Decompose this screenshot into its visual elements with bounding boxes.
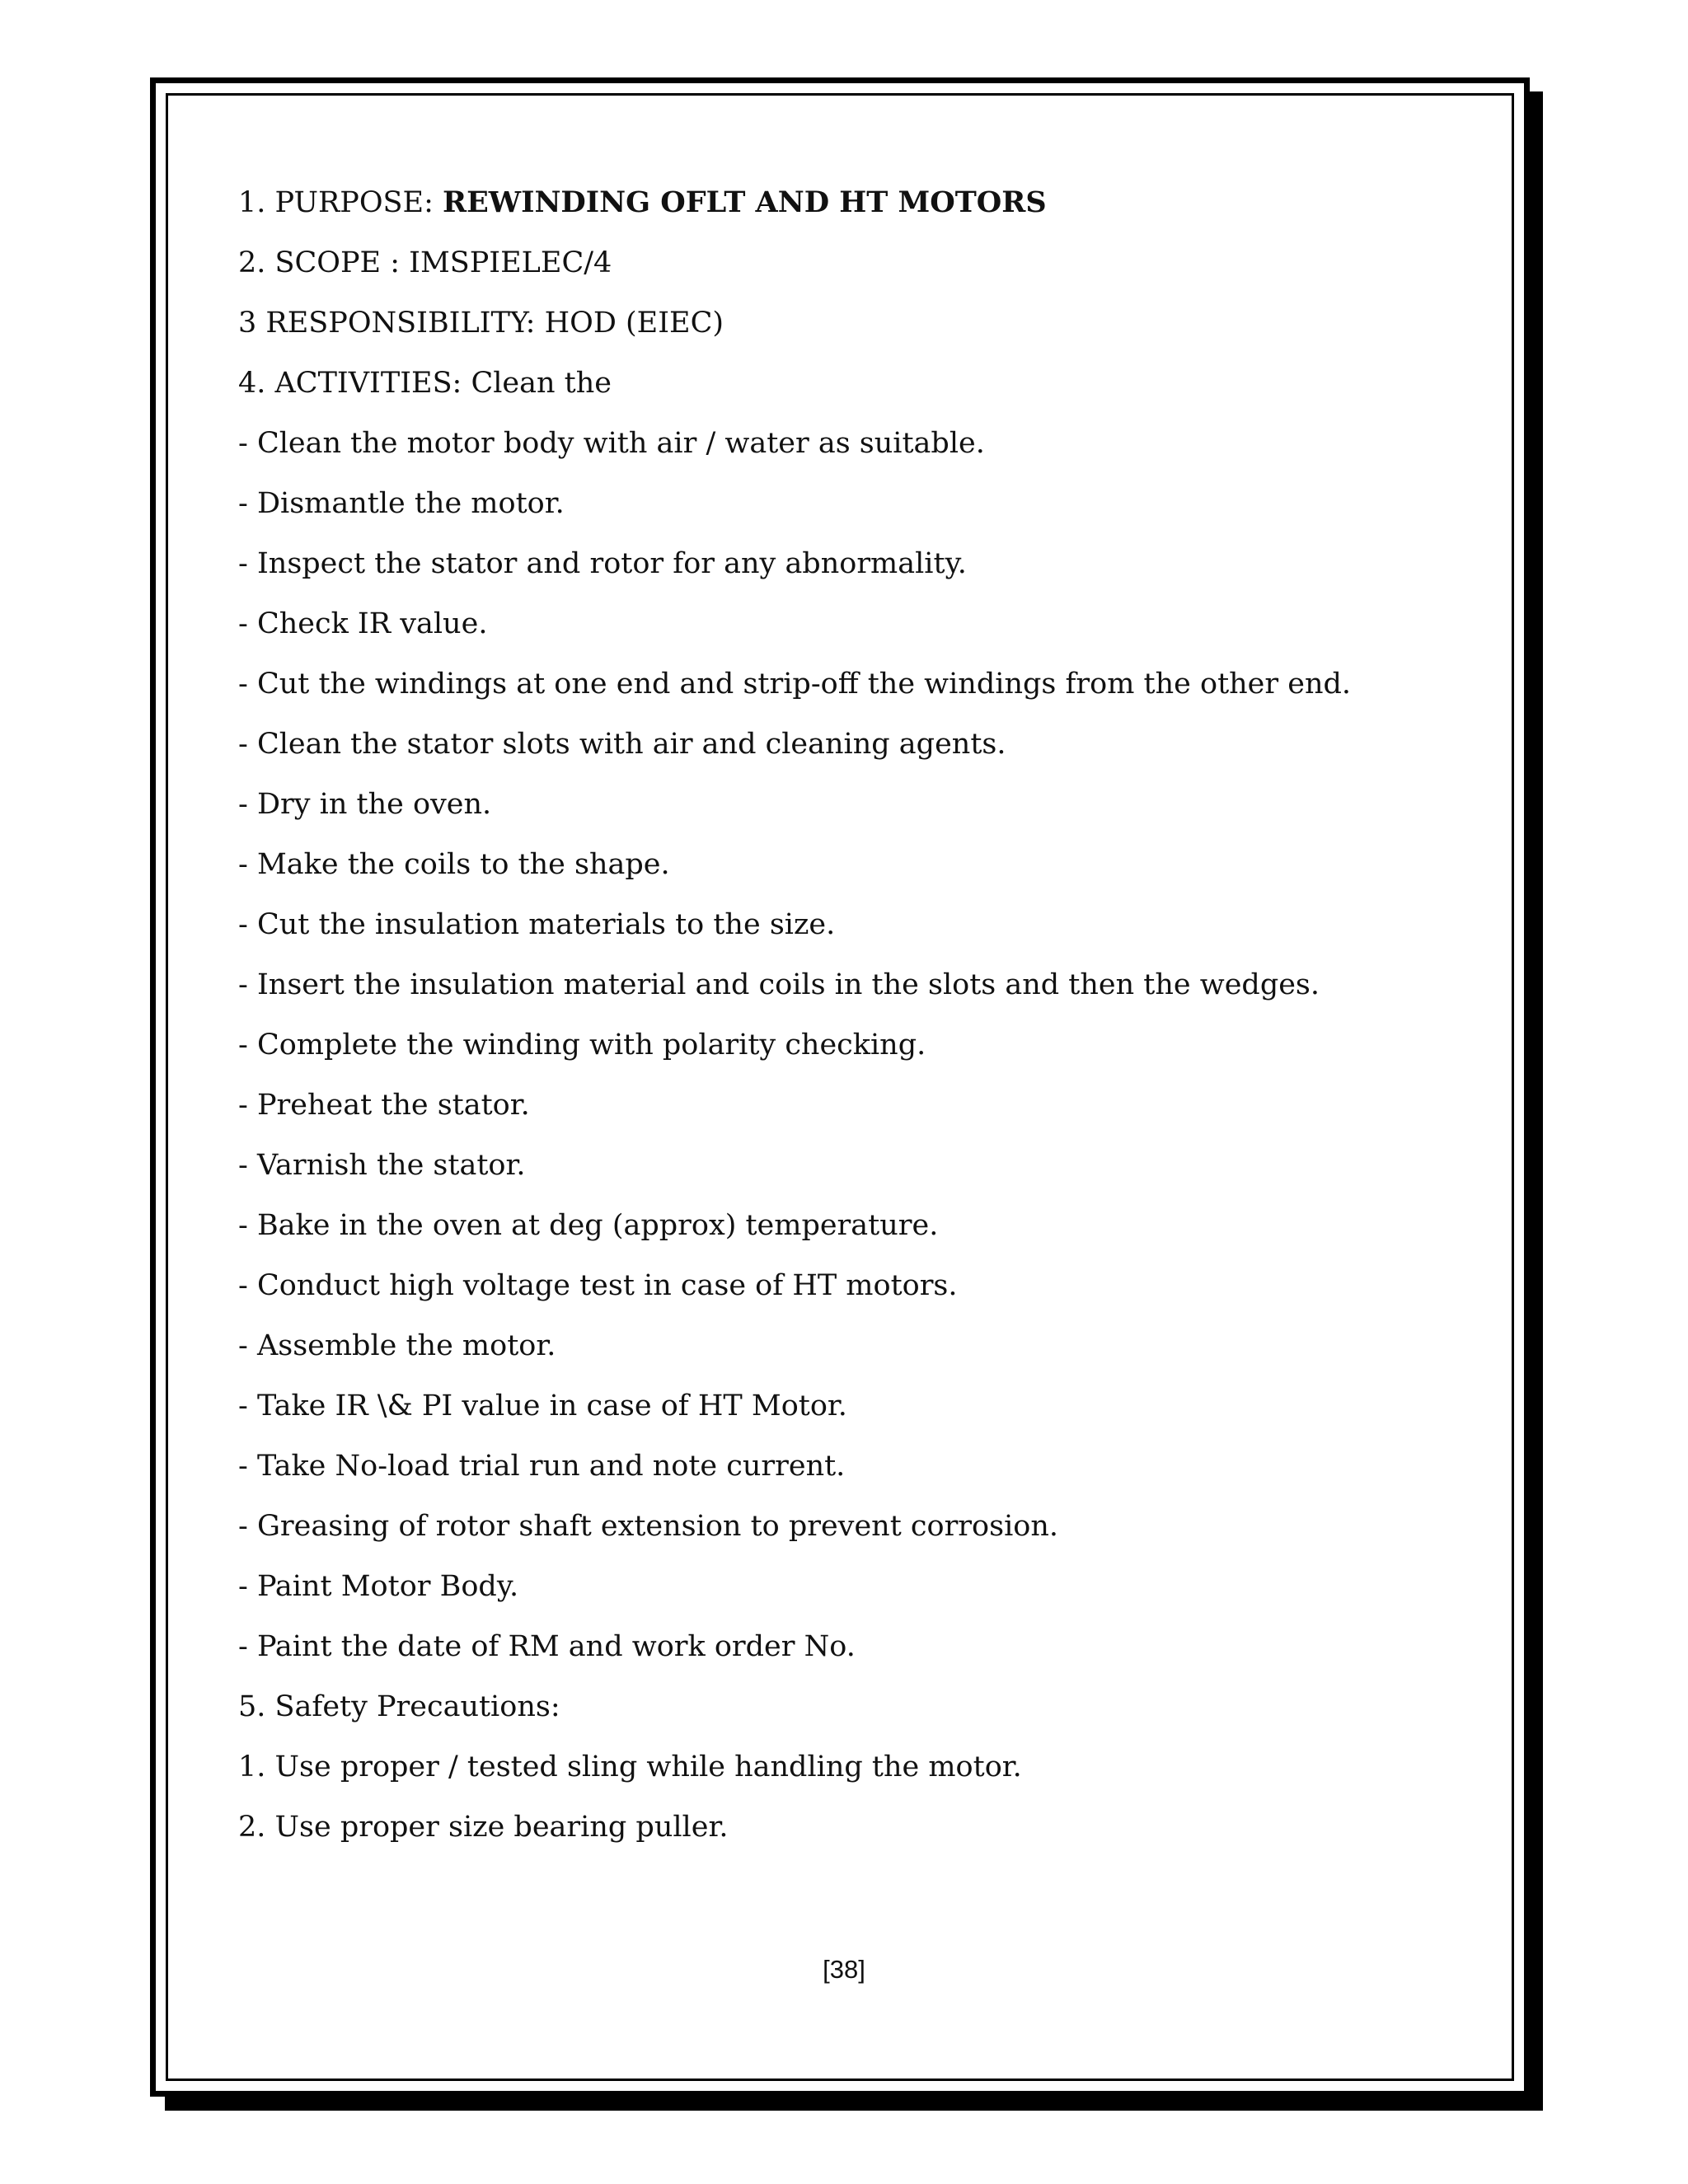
- document-body: [238, 180, 1458, 1864]
- activity-step: - Take No-load trial run and note current.: [238, 1450, 846, 1483]
- activity-step: - Inspect the stator and rotor for any abnormality.: [238, 547, 967, 580]
- activity-step: - Make the coils to the shape.: [238, 848, 670, 881]
- activity-step: - Cut the windings at one end and strip-off the windings from the other end.: [238, 668, 1352, 701]
- activity-step: - Cut the insulation materials to the size.: [238, 908, 836, 941]
- activity-step: - Preheat the stator.: [238, 1089, 530, 1122]
- activity-step: - Insert the insulation material and coils in the slots and then the wedges.: [238, 968, 1320, 1001]
- activity-step: - Bake in the oven at deg (approx) temperature.: [238, 1209, 939, 1242]
- activity-step: - Varnish the stator.: [238, 1149, 526, 1182]
- activity-step: - Dry in the oven.: [238, 788, 492, 821]
- purpose-title: REWINDING OFLT AND HT MOTORS: [443, 185, 1047, 219]
- activities-heading: 4. ACTIVITIES: Clean the: [238, 367, 612, 400]
- activity-step: - Clean the stator slots with air and cleaning agents.: [238, 728, 1006, 761]
- activity-step: - Complete the winding with polarity checking.: [238, 1029, 926, 1062]
- responsibility-line: 3 RESPONSIBILITY: HOD (EIEC): [238, 307, 724, 340]
- purpose-line: [238, 180, 1458, 240]
- activity-step: - Assemble the motor.: [238, 1329, 556, 1362]
- activity-step: - Conduct high voltage test in case of HT motors.: [238, 1269, 958, 1302]
- activity-step: - Paint the date of RM and work order No.: [238, 1630, 856, 1663]
- activity-step: - Dismantle the motor.: [238, 487, 565, 520]
- page-number: [38]: [823, 1955, 865, 1984]
- safety-heading: 5. Safety Precautions:: [238, 1690, 560, 1723]
- activity-step: - Paint Motor Body.: [238, 1570, 519, 1603]
- activity-step: - Check IR value.: [238, 607, 488, 640]
- safety-item: 1. Use proper / tested sling while handling the motor.: [238, 1750, 1022, 1783]
- activity-step: - Take IR \& PI value in case of HT Motor.: [238, 1390, 847, 1422]
- activity-step: - Greasing of rotor shaft extension to prevent corrosion.: [238, 1510, 1059, 1543]
- scope-line: 2. SCOPE : IMSPIELEC/4: [238, 246, 612, 279]
- purpose-label: 1. PURPOSE:: [238, 186, 443, 219]
- activity-step: - Clean the motor body with air / water as suitable.: [238, 427, 985, 460]
- safety-item: 2. Use proper size bearing puller.: [238, 1811, 729, 1844]
